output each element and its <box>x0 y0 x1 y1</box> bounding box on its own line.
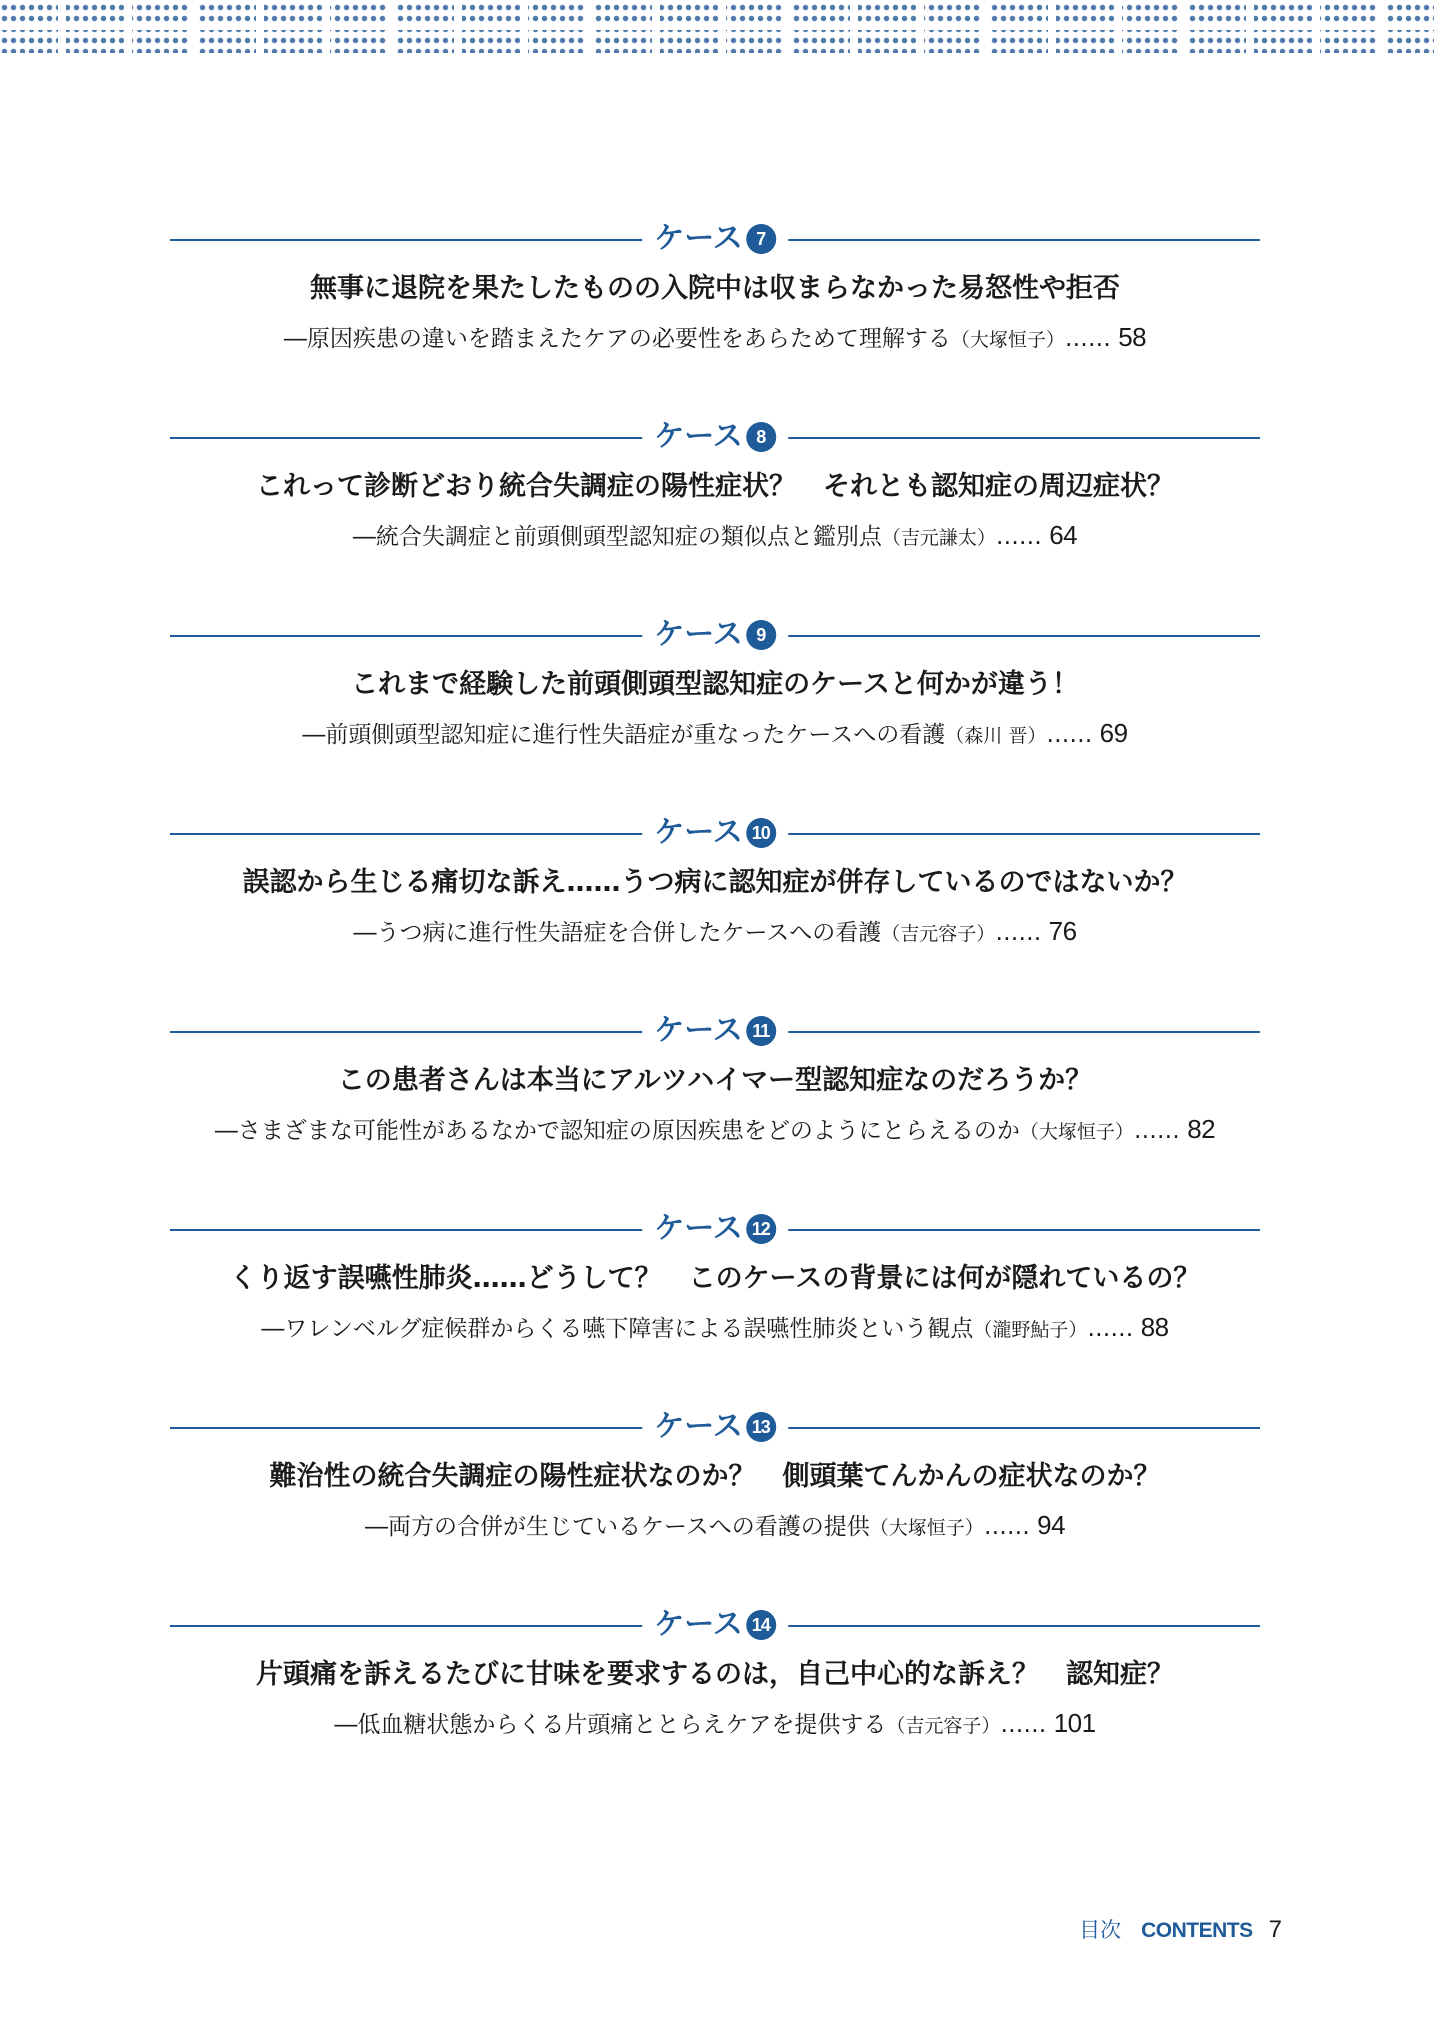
divider-line-right <box>780 437 1260 439</box>
case-header <box>170 1408 1260 1446</box>
leader-dots: …… <box>995 524 1042 550</box>
page-footer <box>1079 1914 1282 1944</box>
case-header <box>170 418 1260 456</box>
divider-line-left <box>170 1427 650 1429</box>
case-author: （森川 晋） <box>945 725 1047 747</box>
leader-dots: …… <box>1000 1712 1047 1738</box>
case-header <box>170 814 1260 852</box>
case-author: （大塚恒子） <box>1019 1121 1134 1143</box>
leader-dots: …… <box>1046 722 1093 748</box>
case-label <box>642 616 788 654</box>
leader-dots: …… <box>995 920 1042 946</box>
divider-line-right <box>780 239 1260 241</box>
footer-toc-label-en: CONTENTS <box>1141 1919 1253 1942</box>
divider-line-left <box>170 239 650 241</box>
case-number-badge: 13 <box>746 1412 776 1442</box>
case-subtitle: ―統合失調症と前頭側頭型認知症の類似点と鑑別点 <box>352 524 882 550</box>
toc-entry-case-8 <box>170 418 1260 616</box>
toc-entry-case-12 <box>170 1210 1260 1408</box>
case-number-badge: 11 <box>746 1016 776 1046</box>
page-number: 69 <box>1099 718 1128 748</box>
case-label <box>642 1012 788 1050</box>
case-title: 難治性の統合失調症の陽性症状なのか？ 側頭葉てんかんの症状なのか？ <box>269 1461 1161 1492</box>
divider-line-left <box>170 1229 650 1231</box>
divider-line-right <box>780 635 1260 637</box>
case-subtitle: ―両方の合併が生じているケースへの看護の提供 <box>364 1514 870 1540</box>
divider-line-right <box>780 1229 1260 1231</box>
case-author: （吉元容子） <box>886 1715 1001 1737</box>
case-author: （大塚恒子） <box>950 329 1065 351</box>
case-subtitle-line <box>170 716 1260 753</box>
case-subtitle-line <box>170 1508 1260 1545</box>
case-label <box>642 1210 788 1248</box>
divider-line-right <box>780 1625 1260 1627</box>
divider-line-left <box>170 1031 650 1033</box>
case-number-badge: 12 <box>746 1214 776 1244</box>
footer-page-number: 7 <box>1268 1916 1282 1943</box>
toc-entry-case-14 <box>170 1606 1260 1804</box>
toc-entry-case-11 <box>170 1012 1260 1210</box>
toc-entry-case-7 <box>170 220 1260 418</box>
divider-line-right <box>780 833 1260 835</box>
case-author: （瀧野鮎子） <box>973 1319 1088 1341</box>
case-title: 無事に退院を果たしたものの入院中は収まらなかった易怒性や拒否 <box>310 273 1120 304</box>
decorative-header-pattern <box>0 0 1434 56</box>
case-subtitle: ―うつ病に進行性失語症を合併したケースへの看護 <box>353 920 882 946</box>
case-header <box>170 1606 1260 1644</box>
case-label <box>642 418 788 456</box>
case-title: 誤認から生じる痛切な訴え……うつ病に認知症が併存しているのではないか？ <box>242 867 1188 898</box>
page-number: 58 <box>1118 322 1147 352</box>
toc-entry-case-10 <box>170 814 1260 1012</box>
page-number: 88 <box>1140 1312 1169 1342</box>
page-number: 101 <box>1053 1708 1096 1738</box>
case-header <box>170 1210 1260 1248</box>
divider-line-left <box>170 1625 650 1627</box>
case-title: これって診断どおり統合失調症の陽性症状？ それとも認知症の周辺症状？ <box>256 471 1174 502</box>
case-label-text: ケース <box>654 1607 743 1642</box>
case-subtitle-line <box>170 1310 1260 1347</box>
case-label-text: ケース <box>654 617 743 652</box>
case-label <box>642 1408 788 1446</box>
case-subtitle: ―低血糖状態からくる片頭痛ととらえケアを提供する <box>334 1712 887 1738</box>
footer-toc-label-jp: 目次 <box>1079 1918 1122 1942</box>
table-of-contents <box>170 220 1260 1804</box>
leader-dots: …… <box>983 1514 1030 1540</box>
case-number-badge: 10 <box>746 818 776 848</box>
case-title: 片頭痛を訴えるたびに甘味を要求するのは，自己中心的な訴え？ 認知症？ <box>256 1659 1174 1690</box>
toc-entry-case-13 <box>170 1408 1260 1606</box>
page-number: 82 <box>1187 1114 1216 1144</box>
case-subtitle-line <box>170 1112 1260 1149</box>
case-subtitle-line <box>170 518 1260 555</box>
case-subtitle-line <box>170 320 1260 357</box>
case-subtitle-line <box>170 914 1260 951</box>
case-label-text: ケース <box>654 1409 743 1444</box>
case-label <box>642 220 788 258</box>
case-title: くり返す誤嚥性肺炎……どうして？ このケースの背景には何が隠れているの？ <box>229 1263 1201 1294</box>
case-label-text: ケース <box>654 815 743 850</box>
case-subtitle: ―ワレンベルグ症候群からくる嚥下障害による誤嚥性肺炎という観点 <box>261 1316 974 1342</box>
toc-entry-case-9 <box>170 616 1260 814</box>
case-header <box>170 616 1260 654</box>
case-author: （吉元容子） <box>881 923 996 945</box>
case-title: これまで経験した前頭側頭型認知症のケースと何かが違う！ <box>351 669 1079 700</box>
page-number: 64 <box>1049 520 1078 550</box>
case-label-text: ケース <box>654 1211 743 1246</box>
case-label <box>642 814 788 852</box>
case-author: （吉元謙太） <box>881 527 996 549</box>
divider-line-left <box>170 437 650 439</box>
case-subtitle: ―さまざまな可能性があるなかで認知症の原因疾患をどのようにとらえるのか <box>214 1118 1020 1144</box>
divider-line-left <box>170 635 650 637</box>
case-label-text: ケース <box>654 1013 743 1048</box>
divider-line-right <box>780 1031 1260 1033</box>
case-header <box>170 220 1260 258</box>
case-label-text: ケース <box>654 419 743 454</box>
case-title: この患者さんは本当にアルツハイマー型認知症なのだろうか？ <box>337 1065 1093 1096</box>
case-subtitle: ―前頭側頭型認知症に進行性失語症が重なったケースへの看護 <box>302 722 946 748</box>
case-number-badge: 7 <box>746 224 776 254</box>
case-subtitle-line <box>170 1706 1260 1743</box>
case-number-badge: 8 <box>746 422 776 452</box>
case-subtitle: ―原因疾患の違いを踏まえたケアの必要性をあらためて理解する <box>283 326 951 352</box>
leader-dots: …… <box>1087 1316 1134 1342</box>
case-author: （大塚恒子） <box>869 1517 984 1539</box>
leader-dots: …… <box>1064 326 1111 352</box>
page-number: 94 <box>1037 1510 1066 1540</box>
case-label-text: ケース <box>654 221 743 256</box>
case-number-badge: 14 <box>746 1610 776 1640</box>
case-label <box>642 1606 788 1644</box>
divider-line-right <box>780 1427 1260 1429</box>
page-number: 76 <box>1048 916 1077 946</box>
leader-dots: …… <box>1133 1118 1180 1144</box>
case-number-badge: 9 <box>746 620 776 650</box>
case-header <box>170 1012 1260 1050</box>
divider-line-left <box>170 833 650 835</box>
